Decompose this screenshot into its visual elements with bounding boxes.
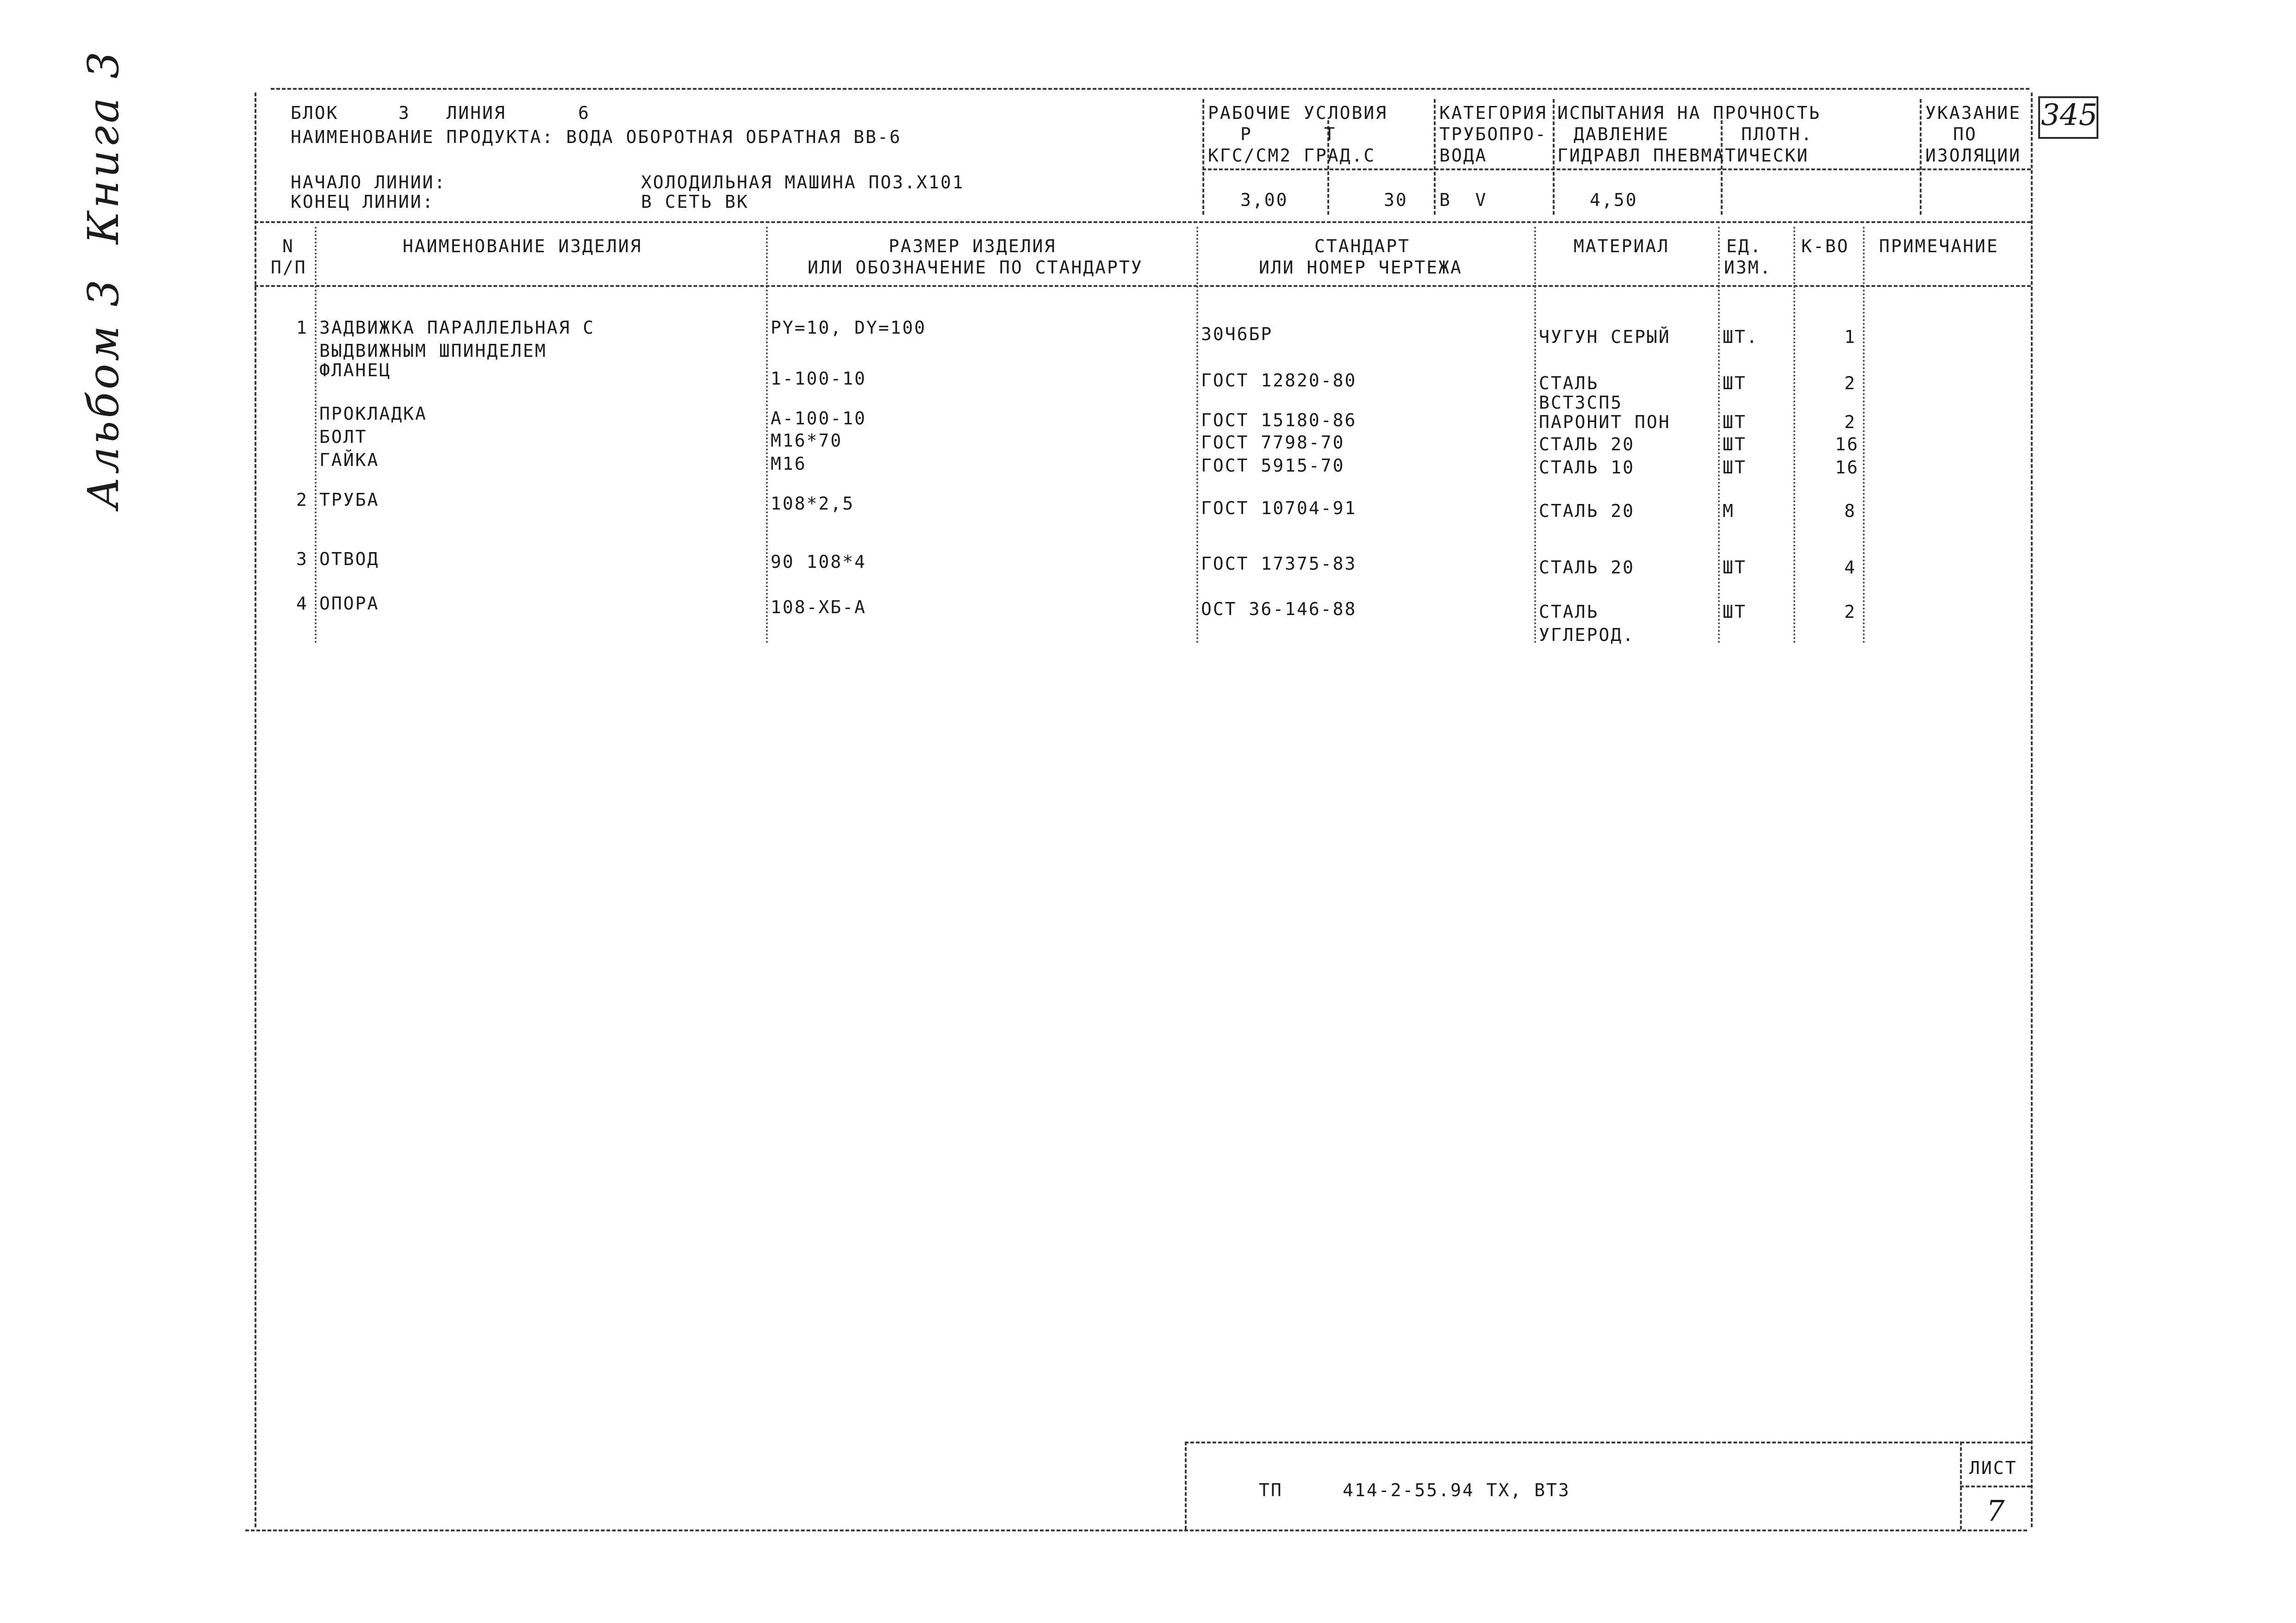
side-note-handwritten: Альбом 3 Книга 3 xyxy=(79,49,128,509)
row-unit: М xyxy=(1723,501,1735,521)
test-title: ИСПЫТАНИЯ НА ПРОЧНОСТЬ xyxy=(1557,103,1821,123)
row-material: СТАЛЬ xyxy=(1539,602,1599,622)
row-qty: 2 xyxy=(1844,412,1856,432)
row-std: ГОСТ 12820-80 xyxy=(1201,370,1357,391)
row-qty: 16 xyxy=(1835,457,1859,478)
row-std: ОСТ 36-146-88 xyxy=(1201,599,1357,619)
row-unit: ШТ. xyxy=(1723,327,1759,347)
row-num: 1 xyxy=(296,317,308,338)
col-divider-material xyxy=(1718,227,1720,643)
line-end-value: В СЕТЬ ВК xyxy=(641,192,749,212)
category-title: КАТЕГОРИЯ xyxy=(1439,103,1547,123)
category-medium: ВОДА xyxy=(1439,145,1487,166)
row-material: СТАЛЬ xyxy=(1539,373,1599,393)
col-divider-std xyxy=(1534,227,1536,643)
conditions-units: КГС/СМ2 ГРАД.С xyxy=(1208,145,1376,166)
row-unit: ШТ xyxy=(1723,557,1747,578)
test-hydraulic-value: 4,50 xyxy=(1590,190,1638,210)
row-qty: 4 xyxy=(1844,557,1856,578)
test-sub: ДАВЛЕНИЕ ПЛОТН. xyxy=(1574,124,1813,144)
col-divider-unit xyxy=(1793,227,1795,643)
row-std: 30Ч6БР xyxy=(1201,324,1273,344)
col-unit-2: ИЗМ. xyxy=(1724,257,1772,278)
row-qty: 2 xyxy=(1844,602,1856,622)
row-material: ЧУГУН СЕРЫЙ xyxy=(1539,327,1671,347)
stamp-sheet-separator xyxy=(1960,1486,2031,1487)
row-size: 108-ХБ-А xyxy=(771,597,867,617)
row-name: ОПОРА xyxy=(319,593,380,614)
block-line: БЛОК 3 ЛИНИЯ 6 xyxy=(291,103,590,123)
header-bottom-line xyxy=(255,221,2031,223)
line-start-value: ХОЛОДИЛЬНАЯ МАШИНА ПОЗ.Х101 xyxy=(641,172,964,193)
stamp-sheet-number: 7 xyxy=(1986,1494,2005,1528)
col-divider-qty xyxy=(1863,227,1865,643)
row-size: 108*2,5 xyxy=(771,493,855,514)
row-material: СТАЛЬ 20 xyxy=(1539,434,1635,454)
stamp-document-code: ТП 414-2-55.94 ТХ, ВТ3 xyxy=(1259,1480,1570,1500)
row-qty: 16 xyxy=(1835,434,1859,454)
row-size: 90 108*4 xyxy=(771,552,867,572)
row-num: 3 xyxy=(296,549,308,569)
row-size: А-100-10 xyxy=(771,408,867,429)
frame-right xyxy=(2031,93,2033,1527)
row-unit: ШТ xyxy=(1723,412,1747,432)
row-material: СТАЛЬ 20 xyxy=(1539,501,1635,521)
stamp-top-line xyxy=(1185,1442,2031,1443)
insulation-sub2: ИЗОЛЯЦИИ xyxy=(1925,145,2022,166)
col-size-1: РАЗМЕР ИЗДЕЛИЯ xyxy=(889,236,1057,256)
col-unit-1: ЕД. xyxy=(1726,236,1762,256)
col-num-1: N xyxy=(282,236,294,256)
row-qty: 2 xyxy=(1844,373,1856,393)
header-divider-category xyxy=(1434,99,1436,215)
header-divider-insulation xyxy=(1920,99,1922,215)
row-qty: 1 xyxy=(1844,327,1856,347)
product-name: НАИМЕНОВАНИЕ ПРОДУКТА: ВОДА ОБОРОТНАЯ ОБРАТНАЯ ВВ-6 xyxy=(291,127,902,147)
row-material: ВСТ3СП5 xyxy=(1539,392,1623,413)
stamp-left-line xyxy=(1185,1442,1187,1530)
line-end-label: КОНЕЦ ЛИНИИ: xyxy=(291,192,435,212)
row-num: 4 xyxy=(296,593,308,614)
row-qty: 8 xyxy=(1844,501,1856,521)
conditions-title: РАБОЧИЕ УСЛОВИЯ xyxy=(1208,103,1388,123)
row-std: ГОСТ 10704-91 xyxy=(1201,498,1357,518)
col-qty: К-ВО xyxy=(1801,236,1849,256)
row-name: ЗАДВИЖКА ПАРАЛЛЕЛЬНАЯ С xyxy=(319,317,595,338)
row-size: М16 xyxy=(771,454,807,474)
row-std: ГОСТ 17375-83 xyxy=(1201,553,1357,574)
row-std: ГОСТ 5915-70 xyxy=(1201,455,1345,476)
insulation-sub: ПО xyxy=(1953,124,1977,144)
col-name: НАИМЕНОВАНИЕ ИЗДЕЛИЯ xyxy=(403,236,642,256)
col-size-2: ИЛИ ОБОЗНАЧЕНИЕ ПО СТАНДАРТУ xyxy=(808,257,1143,278)
row-size: 1-100-10 xyxy=(771,368,867,389)
row-unit: ШТ xyxy=(1723,373,1747,393)
category-sub: ТРУБОПРО- xyxy=(1439,124,1547,144)
row-name: ФЛАНЕЦ xyxy=(319,360,392,380)
row-unit: ШТ xyxy=(1723,434,1747,454)
row-name: БОЛТ xyxy=(319,427,367,447)
row-name: ТРУБА xyxy=(319,490,380,510)
row-name: ОТВОД xyxy=(319,549,380,569)
category-value: B V xyxy=(1439,190,1487,210)
row-name: ВЫДВИЖНЫМ ШПИНДЕЛЕМ xyxy=(319,341,547,361)
row-size: PY=10, DY=100 xyxy=(771,317,927,338)
stamp-sheet-label: ЛИСТ xyxy=(1969,1458,2017,1478)
row-size: М16*70 xyxy=(771,430,843,451)
col-std-2: ИЛИ НОМЕР ЧЕРТЕЖА xyxy=(1259,257,1462,278)
row-material: СТАЛЬ 10 xyxy=(1539,457,1635,478)
row-name: ПРОКЛАДКА xyxy=(319,404,427,424)
frame-bottom xyxy=(245,1530,2027,1531)
sheet-number-handwritten: 345 xyxy=(2041,98,2098,132)
conditions-pt: P T xyxy=(1240,124,1337,144)
row-unit: ШТ xyxy=(1723,457,1747,478)
conditions-p-value: 3,00 xyxy=(1240,190,1288,210)
row-name: ГАЙКА xyxy=(319,450,380,470)
col-divider-size xyxy=(1196,227,1198,643)
row-std: ГОСТ 7798-70 xyxy=(1201,432,1345,453)
col-num-2: П/П xyxy=(271,257,307,278)
row-unit: ШТ xyxy=(1723,602,1747,622)
frame-top xyxy=(271,88,2029,90)
insulation-title: УКАЗАНИЕ xyxy=(1925,103,2022,123)
col-divider-num xyxy=(315,227,317,643)
conditions-t-value: 30 xyxy=(1384,190,1408,210)
line-start-label: НАЧАЛО ЛИНИИ: xyxy=(291,172,447,193)
row-material: ПАРОНИТ ПОН xyxy=(1539,412,1671,432)
header-value-separator xyxy=(1202,168,2031,170)
col-note: ПРИМЕЧАНИЕ xyxy=(1879,236,1999,256)
header-divider-test xyxy=(1553,99,1555,215)
row-material: УГЛЕРОД. xyxy=(1539,625,1635,645)
col-divider-name xyxy=(766,227,768,643)
row-material: СТАЛЬ 20 xyxy=(1539,557,1635,578)
row-num: 2 xyxy=(296,490,308,510)
frame-left xyxy=(255,93,256,1527)
header-divider-conditions xyxy=(1202,99,1204,215)
col-material: МАТЕРИАЛ xyxy=(1574,236,1670,256)
row-std: ГОСТ 15180-86 xyxy=(1201,410,1357,430)
col-std-1: СТАНДАРТ xyxy=(1314,236,1411,256)
test-methods: ГИДРАВЛ ПНЕВМАТИЧЕСКИ xyxy=(1557,145,1809,166)
column-header-bottom-line xyxy=(255,285,2031,287)
